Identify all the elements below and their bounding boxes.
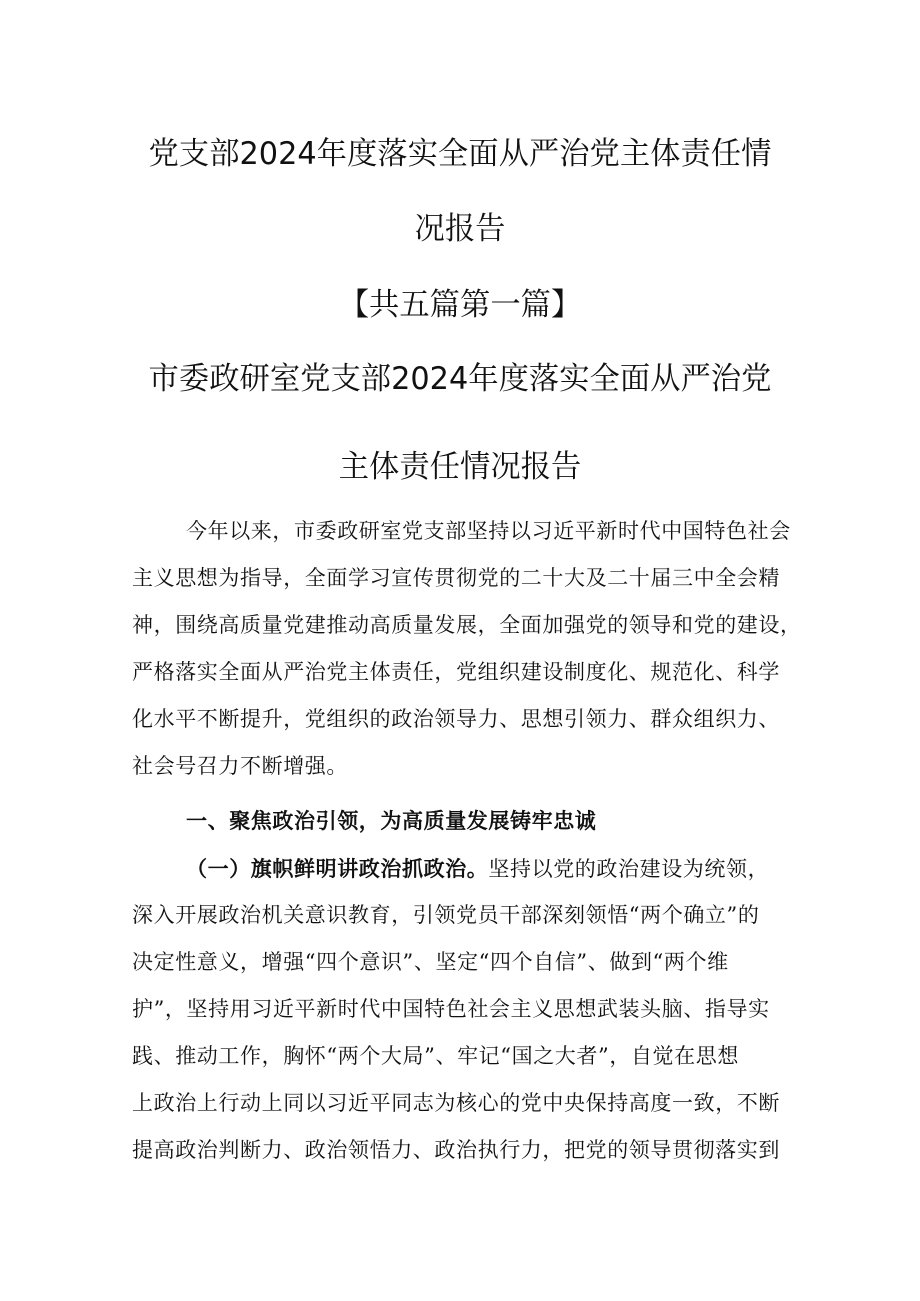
subsection-line: 践、推动工作，胸怀“两个大局”、牢记“国之大者”，自觉在思想 [132,1044,739,1068]
section-heading: 一、聚焦政治引领，为高质量发展铸牢忠诚 [186,808,597,833]
subsection-line: 决定性意义，增强“四个意识”、坚定“四个自信”、做到“两个维 [132,950,729,974]
intro-line: 社会号召力不断增强。 [132,754,348,778]
intro-line: 严格落实全面从严治党主体责任，党组织建设制度化、规范化、科学 [132,660,780,684]
title-line-1: 党支部2024年度落实全面从严治党主体责任情 [148,136,772,172]
series-label: 【共五篇第一篇】 [338,287,582,323]
intro-line: 神，围绕高质量党建推动高质量发展，全面加强党的领导和党的建设， [132,613,802,637]
subsection-first-line [186,845,769,893]
subsection-line: 提高政治判断力、政治领悟力、政治执行力，把党的领导贯彻落实到 [132,1138,780,1162]
subtitle-line-2: 主体责任情况报告 [338,449,582,485]
intro-line: 主义思想为指导，全面学习宣传贯彻党的二十大及二十届三中全会精 [132,566,780,590]
title-line-2: 况报告 [414,211,506,247]
subsection-line: 护”，坚持用习近平新时代中国特色社会主义思想武装头脑、指导实 [132,997,770,1021]
intro-line: 化水平不断提升，党组织的政治领导力、思想引领力、群众组织力、 [132,707,780,731]
subtitle-line-1: 市委政研室党支部2024年度落实全面从严治党 [148,361,772,397]
subsection-line: 上政治上行动上同以习近平同志为核心的党中央保持高度一致，不断 [132,1091,780,1115]
intro-line: 今年以来，市委政研室党支部坚持以习近平新时代中国特色社会 [186,519,791,543]
subsection-heading: （一）旗帜鲜明讲政治抓政治。 [186,856,489,881]
subsection-line: 深入开展政治机关意识教育，引领党员干部深刻领悟“两个确立”的 [132,903,760,927]
subsection-first-text: 坚持以党的政治建设为统领， [488,857,770,881]
